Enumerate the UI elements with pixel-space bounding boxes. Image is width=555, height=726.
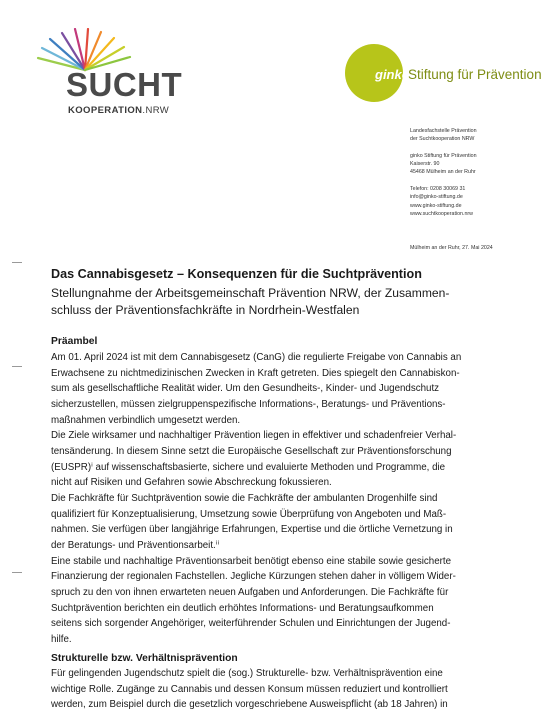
ginko-logo xyxy=(345,44,545,104)
body-line: Eine stabile und nachhaltige Präventionsarbeit benötigt ebenso eine stabile sowie gesicherte xyxy=(51,555,452,567)
sender-block xyxy=(410,185,477,218)
body-line: werden, zum Beispiel durch die gesetzlich vorgeschriebene Ausweispflicht (ab 18 Jahren) in xyxy=(51,699,448,711)
sender-line: ginko Stiftung für Prävention xyxy=(410,152,477,159)
document-subtitle xyxy=(51,285,521,319)
sender-block xyxy=(410,127,477,144)
sender-line: 45468 Mülheim an der Ruhr xyxy=(410,169,476,176)
body-line: Am 01. April 2024 ist mit dem Cannabisgesetz (CanG) die regulierte Freigabe von Cannabis an xyxy=(51,352,462,363)
sender-website-link[interactable]: www.ginko-stiftung.de xyxy=(410,202,462,209)
body-line: hilfe. xyxy=(51,633,72,645)
document-title: Das Cannabisgesetz – Konsequenzen für die Suchtprävention xyxy=(51,267,422,281)
body-line: Suchtprävention berichten ein deutlich erhöhtes Informations- und Beratungsaufkommen xyxy=(51,602,434,614)
fold-mark xyxy=(12,366,22,367)
body-line: Finanzierung der regionalen Fachstellen. Jegliche Kürzungen stehen daher in völligem Wider- xyxy=(51,571,456,583)
body-line: der Beratungs- und Präventionsarbeit.ⁱⁱ xyxy=(51,539,220,551)
body-line: Die Fachkräfte für Suchtprävention sowie die Fachkräfte der ambulanten Drogenhilfe sind xyxy=(51,492,438,504)
section-body-verhaeltnispraevention xyxy=(51,666,511,713)
ginko-tagline: Stiftung für Prävention xyxy=(408,67,542,82)
body-line: nahmen. Sie verfügen über langjährige Erfahrungen, Expertise und die örtliche Vernetzung in xyxy=(51,524,453,536)
sender-line: der Suchtkooperation NRW xyxy=(410,136,475,143)
body-line: nicht auf Risiken und Gefahren sowie Abschreckung fokussieren. xyxy=(51,477,332,489)
subtitle-line: Stellungnahme der Arbeitsgemeinschaft Prävention NRW, der Zusammen- xyxy=(51,286,450,300)
body-line: Die Ziele wirksamer und nachhaltiger Prävention liegen in effektiver und schadenfreier Verhal- xyxy=(51,430,457,442)
sender-website-link[interactable]: www.suchtkooperation.nrw xyxy=(410,210,474,217)
sender-email-link[interactable]: info@ginko-stiftung.de xyxy=(410,194,463,201)
section-body-praeambel xyxy=(51,350,511,647)
body-line: spruch zu den von ihnen erwarteten neuen Aufgaben und Anforderungen. Die Fachkräfte für xyxy=(51,586,449,598)
body-line: Für gelingenden Jugendschutz spielt die (sog.) Strukturelle- bzw. Verhältnisprävention eine xyxy=(51,668,443,679)
subtitle-line: schluss der Präventionsfachkräfte in Nordrhein-Westfalen xyxy=(51,303,360,317)
dateline: Mülheim an der Ruhr, 27. Mai 2024 xyxy=(410,245,493,251)
section-heading-praeambel: Präambel xyxy=(51,336,98,347)
suchtkooperation-logo xyxy=(22,28,183,118)
body-line: tensänderung. In diesem Sinne setzt die Europäische Gesellschaft zur Präventionsforschung xyxy=(51,445,452,457)
body-line: qualifiziert für Konzeptualisierung, Umsetzung sowie Überprüfung von Angeboten und Maß- xyxy=(51,508,447,520)
body-line: seitens sich sorgender Angehöriger, weiterführender Schulen und Einrichtungen der Jugend- xyxy=(51,618,451,630)
sender-line: Landesfachstelle Prävention xyxy=(410,128,477,134)
fold-mark xyxy=(12,572,22,573)
body-line: (EUSPR)ⁱ auf wissenschaftsbasierte, sichere und evaluierte Methoden und Programme, die xyxy=(51,461,446,473)
section-heading-verhaeltnispraevention: Strukturelle bzw. Verhältnisprävention xyxy=(51,653,238,664)
logo-kooperation-text: KOOPERATION.NRW xyxy=(68,105,170,116)
body-line: sum als gesellschaftliche Realität wider. Um den Gesundheits-, Kinder- und Jugendschutz xyxy=(51,383,440,395)
fold-mark xyxy=(12,262,22,263)
body-line: Erwachsene zu nichtmedizinischen Zwecken in Kraft getreten. Dies spiegelt den Cannabiskon- xyxy=(51,367,460,379)
logo-sucht-text: SUCHT xyxy=(66,66,183,103)
ginko-logo-text: ginko xyxy=(375,67,410,82)
sender-address-block xyxy=(410,127,477,227)
body-line: wichtige Rolle. Zugänge zu Cannabis und dessen Konsum müssen reduziert und kontrolliert xyxy=(51,683,448,695)
body-line: maßnahmen verbindlich umgesetzt werden. xyxy=(51,414,241,426)
sender-line: Telefon: 0208 30069 31 xyxy=(410,186,466,193)
sender-block xyxy=(410,152,477,177)
sender-line: Kaiserstr. 90 xyxy=(410,161,440,168)
body-line: sicherzustellen, müssen zielgruppenspezifische Informations-, Beratungs- und Präventions- xyxy=(51,398,446,410)
